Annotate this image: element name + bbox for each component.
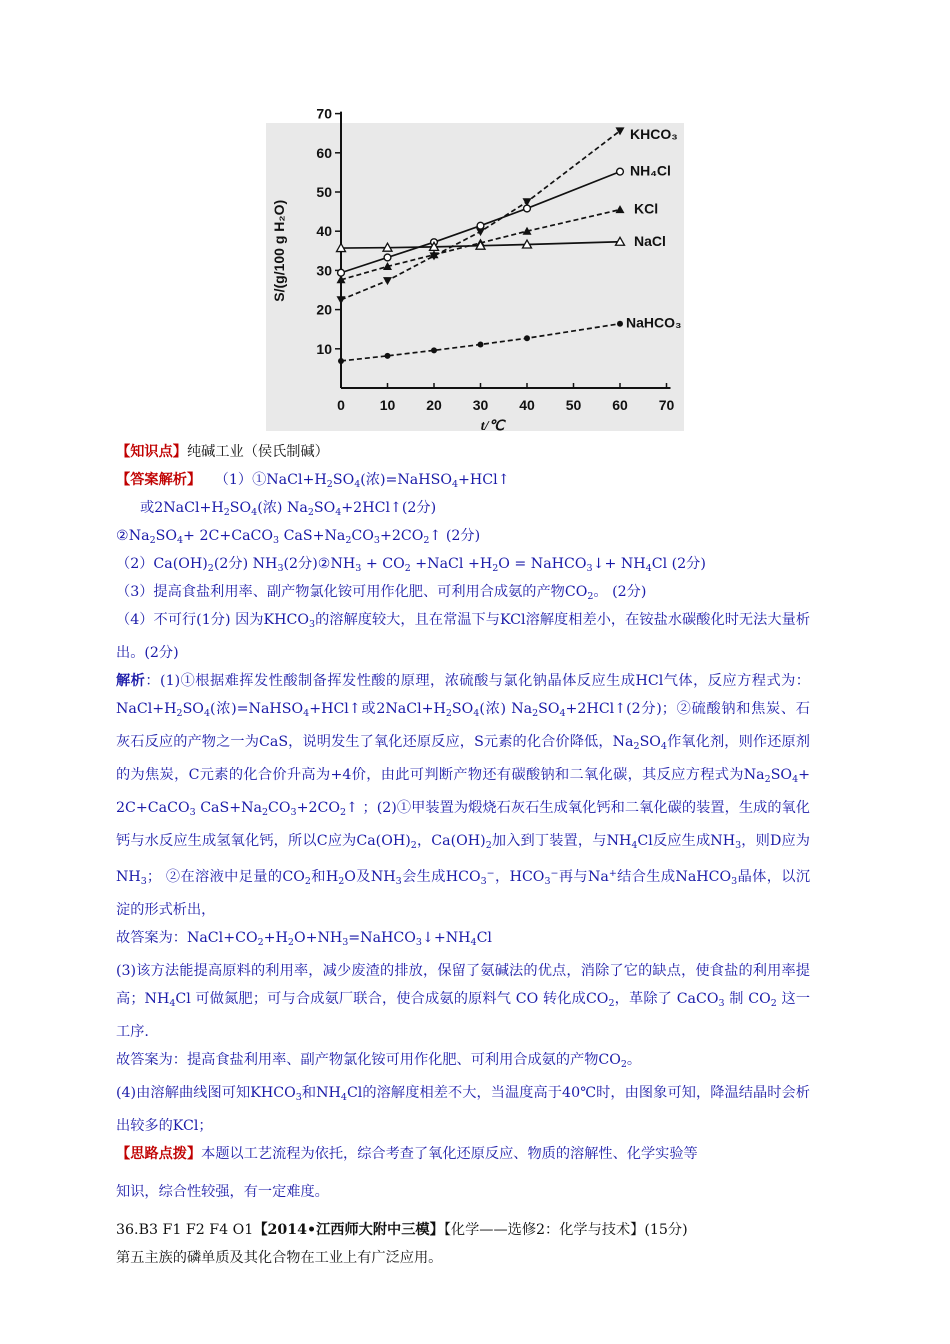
x-tick-label: 50	[565, 397, 582, 413]
x-tick-label: 10	[379, 397, 396, 413]
y-tick-label: 40	[316, 223, 332, 240]
data-point	[616, 205, 625, 213]
data-point	[524, 335, 530, 341]
x-tick-label: 70	[658, 397, 675, 413]
answer-line-1: 【答案解析】 $(1)①NaCl+H_2SO_4$(浓)=NaHSO$_4$+HCl↑	[116, 472, 510, 490]
y-axis-label: S/(g/100 g H₂O)	[271, 199, 287, 302]
knowledge-point-label: 【知识点】	[116, 444, 187, 460]
x-tick-label: 30	[472, 397, 489, 413]
data-point	[338, 269, 345, 276]
data-point	[385, 353, 391, 359]
data-point	[477, 222, 484, 229]
data-point	[383, 277, 392, 285]
knowledge-point-line: 【知识点】纯碱工业（侯氏制碱）	[116, 444, 329, 460]
x-tick-label: 40	[519, 397, 535, 413]
analysis-paragraph: 解析：(1)①根据难挥发性酸制备挥发性酸的原理，浓硫酸与氯化钠晶体反应生成HCl气体，反应方程式为： $NaCl+H_2SO_4$(浓)=NaHSO$_4$+HCl↑或$2NaCl+H_2SO_4$(浓) $Na_2SO_4+2HCl↑(2$分)；②硫酸钠和焦炭、石灰石反应的产物之一为CaS，说明发生了氧化还原反应，S元素的化合价降低，$Na_2SO_4$作氧化剂，则作还原剂的为焦炭，C元素的化合价升高为+4价，由此可判断产物还有碳酸钠和二氧化碳，其反应方程式为$Na_2SO_4+$ 2C+CaCO$_3$ $CaS+Na_2CO_3+2CO_2↑$ ；(2)①甲装置为煅烧石灰石生成氧化钙和二氧化碳的装置，生成的氧化钙与水反应生成氢氧化钙，所以C应为$Ca(OH)_2$，$Ca(OH)_2$加入到丁装置，与$NH_4Cl$反应生成$NH_3$，则D应为$NH_3$； ②在溶液中足量的$CO_2$和$H_2O$及$NH_3$会生成$HCO_3^-$，$HCO_3^-$再与Na+结合生成NaHCO$_3$晶体，以沉淀的形式析出， 故答案为：$NaCl+CO_2+H_2O+NH_3=NaHCO_3↓+NH_4Cl$	[116, 673, 811, 948]
series-label: KCl	[634, 200, 659, 217]
solubility-chart-svg	[266, 105, 684, 434]
data-point	[337, 296, 346, 304]
x-tick-label: 0	[337, 397, 345, 413]
tip-line: 【思路点拨】本题以工艺流程为依托，综合考查了氧化还原反应、物质的溶解性、化学实验等	[116, 1146, 698, 1162]
question-text: 第五主族的磷单质及其化合物在工业上有广泛应用。	[116, 1250, 443, 1266]
tip-line-2: 知识，综合性较强，有一定难度。	[116, 1184, 329, 1200]
question-source: 2014•江西师大附中三模	[267, 1222, 430, 1238]
data-point	[338, 358, 344, 364]
x-tick-label: 60	[612, 397, 628, 413]
data-point	[524, 205, 531, 212]
y-tick-label: 60	[316, 144, 332, 161]
y-tick-label: 10	[316, 340, 332, 357]
tip-label: 【思路点拨】	[116, 1146, 202, 1162]
analysis-label: 解析	[116, 673, 146, 689]
answer-line-2: 或$2NaCl+H_2SO_4$(浓) $Na_2SO_4+2HCl↑(2$分)	[140, 500, 437, 518]
y-tick-label: 20	[316, 301, 332, 318]
data-point	[384, 254, 391, 261]
answer-line-6: （4）不可行(1分) 因为$KHCO_3$的溶解度较大，且在常温下与KCl溶解度相差小，在铵盐水碳酸化时无法大量析出。(2分)	[116, 612, 811, 661]
series-label: NaHCO₃	[626, 314, 682, 331]
data-point	[617, 321, 623, 327]
series-label: KHCO₃	[630, 125, 678, 142]
series-label: NH₄Cl	[630, 162, 671, 179]
analysis-part-4: (4)由溶解曲线图可知$KHCO_3$和$NH_4Cl$的溶解度相差不大，当温度高于40℃时，由图象可知，降温结晶时会析出较多的KCl；	[116, 1085, 810, 1134]
y-tick-label: 70	[316, 105, 332, 122]
analysis-part-3: (3)该方法能提高原料的利用率，减少废渣的排放，保留了氨碱法的优点，消除了它的缺点，使食盐的利用率提高；$NH_4Cl$ 可做氮肥；可与合成氨厂联合，使合成氨的原料气 CO 转化成$CO_2$，革除了 CaCO$_3$ 制 $CO_2$ 这一工序. 故答案为：提高食盐利用率、副产物氯化铵可用作化肥、可利用合成氨的产物$CO_2$。	[116, 963, 811, 1070]
answer-label: 【答案解析】	[116, 472, 202, 488]
x-axis-label: t/℃	[480, 419, 505, 434]
data-point	[617, 168, 624, 175]
series-label: NaCl	[634, 232, 666, 249]
y-tick-label: 50	[316, 184, 332, 200]
answer-line-3: $②Na_2SO_4+$ 2C+CaCO$_3$ $CaS+Na_2CO_3+2CO_2↑$ (2分)	[116, 528, 481, 546]
question-header: 36.B3 F1 F2 F4 O1【2014•江西师大附中三模】【化学——选修2：化学与技术】(15分)	[116, 1222, 688, 1238]
answer-line-4: $(2)Ca(OH)_2(2$分) $NH_3(2$分)$②NH_3 + CO_2$ +NaCl $+H_2O$ = NaHCO$_3$↓+ $NH_4Cl$ (2分)	[116, 556, 706, 574]
data-point	[431, 347, 437, 353]
y-tick-label: 30	[316, 262, 332, 279]
solubility-chart	[266, 105, 684, 434]
series-line	[341, 131, 620, 300]
x-tick-label: 20	[426, 397, 442, 413]
data-point	[478, 341, 484, 347]
answer-content	[116, 438, 810, 1272]
answer-line-5: （3）提高食盐利用率、副产物氯化铵可用作化肥、可利用合成氨的产物$CO_2$。 (2分)	[116, 584, 647, 602]
